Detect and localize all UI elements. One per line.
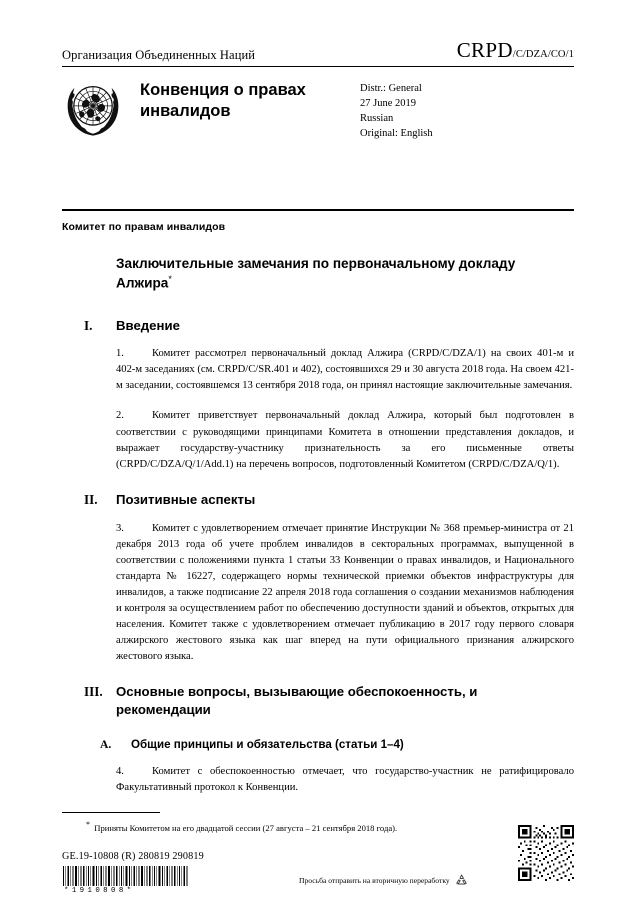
recycle-notice	[299, 873, 469, 888]
paragraph-4	[116, 764, 574, 796]
footnote-marker: *	[86, 820, 90, 829]
distribution-original: Original: English	[360, 127, 433, 139]
footnote	[86, 819, 574, 834]
document-body	[62, 221, 574, 810]
recycle-text: Просьба отправить на вторичную переработку	[299, 876, 450, 885]
document-symbol-main: CRPD	[456, 38, 513, 62]
masthead-body-row	[62, 76, 574, 142]
ge-code: GE.19-10808 (R) 280819 290819	[62, 851, 204, 862]
masthead-top-row	[62, 38, 574, 65]
barcode	[62, 866, 190, 886]
convention-title: Конвенция о правах инвалидов	[140, 81, 306, 121]
paragraph-number-3: 3.	[116, 522, 124, 534]
subsection-letter-a: A.	[100, 737, 112, 751]
section-title-2: Позитивные аспекты	[116, 491, 256, 507]
paragraph-text-4: Комитет с обеспокоенностью отмечает, что государство-участник не ратифицировало Факультативный протокол к Конвенции.	[116, 766, 574, 794]
section-heading-1	[84, 317, 574, 335]
title-footnote-marker: *	[168, 274, 172, 285]
section-number-1: I.	[84, 317, 93, 333]
paragraph-number-4: 4.	[116, 766, 124, 778]
organization-name: Организация Объединенных Наций	[62, 48, 256, 62]
paragraph-1	[116, 346, 574, 394]
page-title-text: Заключительные замечания по первоначальному докладу Алжира	[116, 256, 516, 292]
section-heading-2	[84, 491, 574, 509]
section-title-3: Основные вопросы, вызывающие обеспокоенность, и рекомендации	[116, 684, 478, 718]
committee-name: Комитет по правам инвалидов	[62, 221, 226, 233]
page-title	[116, 255, 574, 294]
recycling-symbol-icon	[454, 873, 469, 888]
distribution-language: Russian	[360, 112, 394, 124]
un-emblem-icon	[62, 78, 124, 140]
subsection-heading-a	[100, 737, 574, 753]
paragraph-2	[116, 408, 574, 472]
document-symbol	[457, 38, 574, 63]
distribution-date: 27 June 2019	[360, 97, 416, 109]
paragraph-text-2: Комитет приветствует первоначальный доклад Алжира, который был подготовлен в соответствии с руководящими принципами Комитета в отношении представления докладов, и выражает государству-участнику признательность за его письменные ответы (CRPD/C/DZA/Q/1/Add.1) на перечень вопросов, подготовленный Комитетом (CRPD/C/DZA/Q/1).	[116, 410, 574, 470]
paragraph-number-2: 2.	[116, 410, 124, 422]
masthead-divider	[62, 66, 574, 67]
barcode-digits: *1910808*	[64, 887, 135, 895]
paragraph-text-1: Комитет рассмотрел первоначальный доклад Алжира (CRPD/C/DZA/1) на своих 401-м и 402-м заседаниях (см. CRPD/C/SR.401 и 402), состоявшихся 29 и 30 августа 2018 года. На своем 421-м заседании, состоявшемся 13 сентября 2018 года, он принял настоящие заключительные замечания.	[116, 348, 574, 392]
section-number-2: II.	[84, 491, 98, 507]
qr-code	[518, 825, 574, 881]
section-title-1: Введение	[116, 317, 180, 333]
section-number-3: III.	[84, 684, 103, 700]
subsection-title-a: Общие принципы и обязательства (статьи 1–4)	[131, 737, 404, 751]
section-divider	[62, 209, 574, 211]
paragraph-3	[116, 521, 574, 666]
paragraph-text-3: Комитет с удовлетворением отмечает принятие Инструкции № 368 премьер-министра от 21 декабря 2013 года об учете проблем инвалидов в секторальных программах, выпущенной в соответствии с положениями пункта 1 статьи 33 Конвенции о правах инвалидов, и Национального стандарта № 16227, содержащего нормы технической приемки объектов инфраструктуры для инвалидов, а также подписание 22 апреля 2018 года соглашения о создании механизмов наблюдения и контроля за осуществлением работ по обеспечению доступности зданий и объектов, открытых для населения. Комитет также с удовлетворением отмечает публикацию в 2017 году первого словаря алжирского жестового языка как шаг вперед на пути официального признания алжирского жестового языка.	[116, 522, 574, 663]
footnote-area	[62, 812, 574, 834]
section-heading-3	[84, 683, 574, 718]
footnote-text: Приняты Комитетом на его двадцатой сессии (27 августа – 21 сентября 2018 года).	[94, 822, 398, 833]
distribution-block	[360, 76, 510, 142]
document-symbol-suffix: /C/DZA/CO/1	[512, 49, 574, 60]
page-footer	[62, 851, 574, 895]
un-emblem	[62, 76, 140, 142]
masthead	[62, 38, 574, 142]
footnote-separator	[62, 812, 160, 813]
paragraph-number-1: 1.	[116, 348, 124, 360]
distribution-type: Distr.: General	[360, 83, 422, 94]
